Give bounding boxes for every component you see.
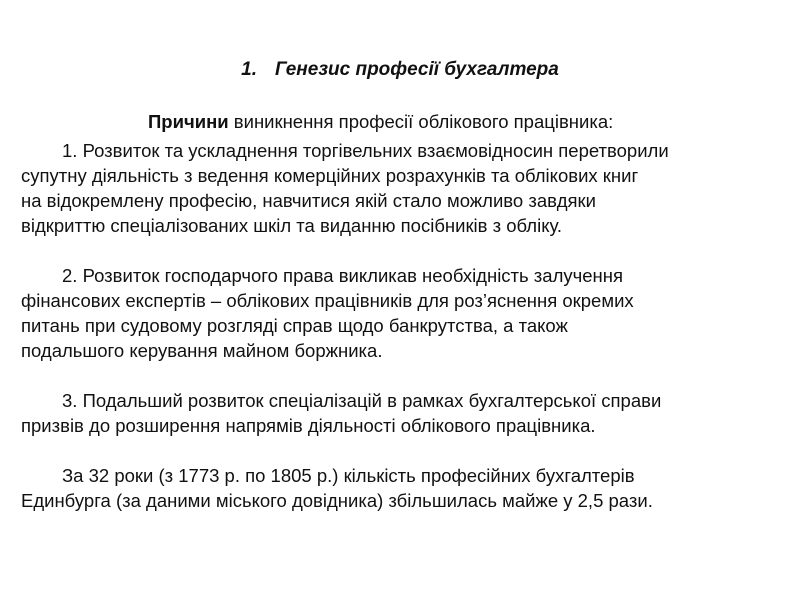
- paragraph-1: [21, 138, 787, 238]
- paragraph-line: За 32 роки (з 1773 р. по 1805 р.) кількість професійних бухгалтерів: [62, 465, 635, 486]
- body-text: [21, 138, 787, 513]
- subheading-rest: виникнення професії облікового працівника:: [233, 111, 614, 132]
- slide-heading: [0, 57, 800, 83]
- paragraph-3: [21, 388, 787, 438]
- paragraph-line: подальшого керування майном боржника.: [21, 340, 383, 361]
- paragraph-line: 2. Розвиток господарчого права викликав необхідність залучення: [62, 265, 623, 286]
- paragraph-line: фінансових експертів – облікових працівників для роз’яснення окремих: [21, 290, 634, 311]
- subheading: [148, 110, 613, 134]
- paragraph-line: супутну діяльність з ведення комерційних розрахунків та облікових книг: [21, 165, 639, 186]
- subheading-bold: Причини: [148, 111, 229, 132]
- paragraph-gap: [21, 238, 787, 263]
- paragraph-line: питань при судовому розгляді справ щодо банкрутства, а також: [21, 315, 568, 336]
- paragraph-line: відкриттю спеціалізованих шкіл та виданню посібників з обліку.: [21, 215, 563, 236]
- paragraph-2: [21, 263, 787, 363]
- paragraph-gap: [21, 438, 787, 463]
- heading-title: Генезис професії бухгалтера: [275, 59, 559, 80]
- paragraph-line: на відокремлену професію, навчитися якій стало можливо завдяки: [21, 190, 596, 211]
- paragraph-line: 1. Розвиток та ускладнення торгівельних взаємовідносин перетворили: [62, 140, 669, 161]
- paragraph-gap: [21, 363, 787, 388]
- paragraph-line: 3. Подальший розвиток спеціалізацій в рамках бухгалтерської справи: [62, 390, 662, 411]
- paragraph-line: призвів до розширення напрямів діяльності облікового працівника.: [21, 415, 596, 436]
- paragraph-line: Единбурга (за даними міського довідника) збільшилась майже у 2,5 рази.: [21, 490, 653, 511]
- heading-number: 1.: [241, 59, 257, 80]
- paragraph-4: [21, 463, 787, 513]
